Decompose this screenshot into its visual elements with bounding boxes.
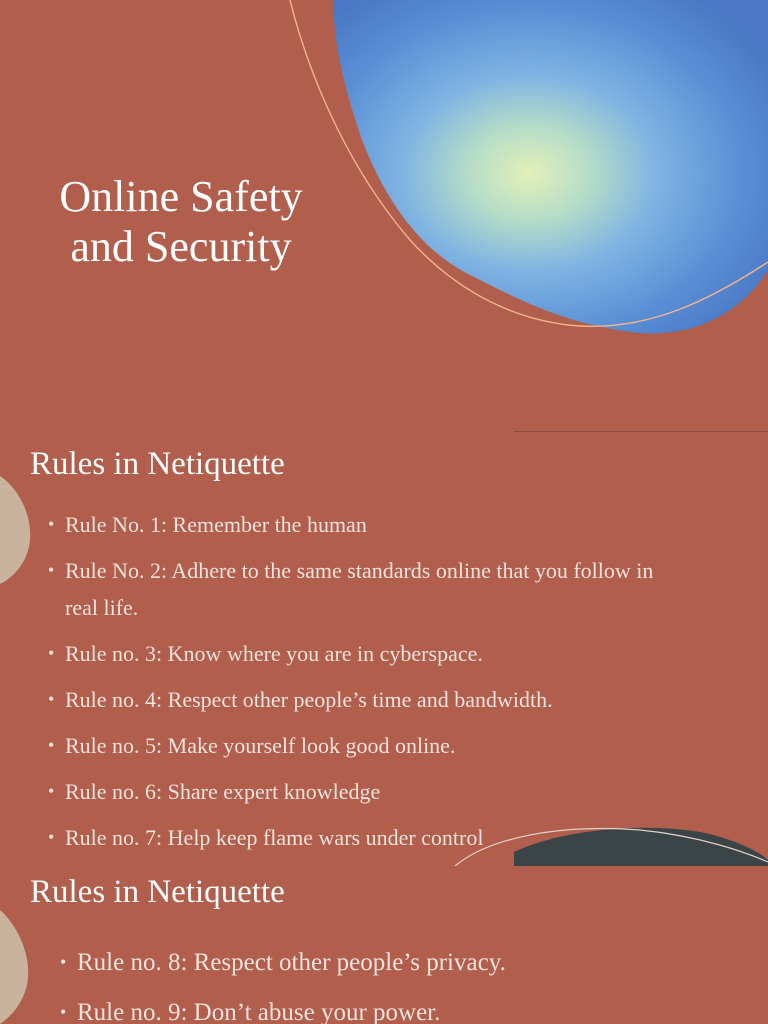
rules-list	[60, 944, 700, 1024]
title-line-1: Online Safety	[59, 172, 303, 221]
list-item: • Rule no. 5: Make yourself look good online.	[48, 727, 688, 764]
list-item: • Rule no. 7: Help keep flame wars under control	[48, 819, 688, 856]
list-item: • Rule no. 6: Share expert knowledge	[48, 773, 688, 810]
rules-list	[48, 506, 688, 856]
list-item: • Rule No. 1: Remember the human	[48, 506, 688, 543]
slide-rules-2	[0, 866, 768, 1024]
title-line-2: and Security	[70, 222, 292, 271]
list-item: • Rule no. 8: Respect other people’s privacy.	[60, 944, 700, 981]
presentation-title	[0, 172, 362, 272]
section-heading: Rules in Netiquette	[30, 874, 285, 910]
list-item: • Rule no. 3: Know where you are in cyberspace.	[48, 635, 688, 672]
slide-title	[0, 0, 768, 432]
list-item: • Rule no. 4: Respect other people’s time and bandwidth.	[48, 681, 688, 718]
slide-rules-1	[0, 432, 768, 866]
list-item: • Rule no. 9: Don’t abuse your power.	[60, 994, 700, 1024]
section-heading: Rules in Netiquette	[30, 446, 285, 482]
list-item: • Rule No. 2: Adhere to the same standards online that you follow in real life.	[48, 552, 688, 626]
